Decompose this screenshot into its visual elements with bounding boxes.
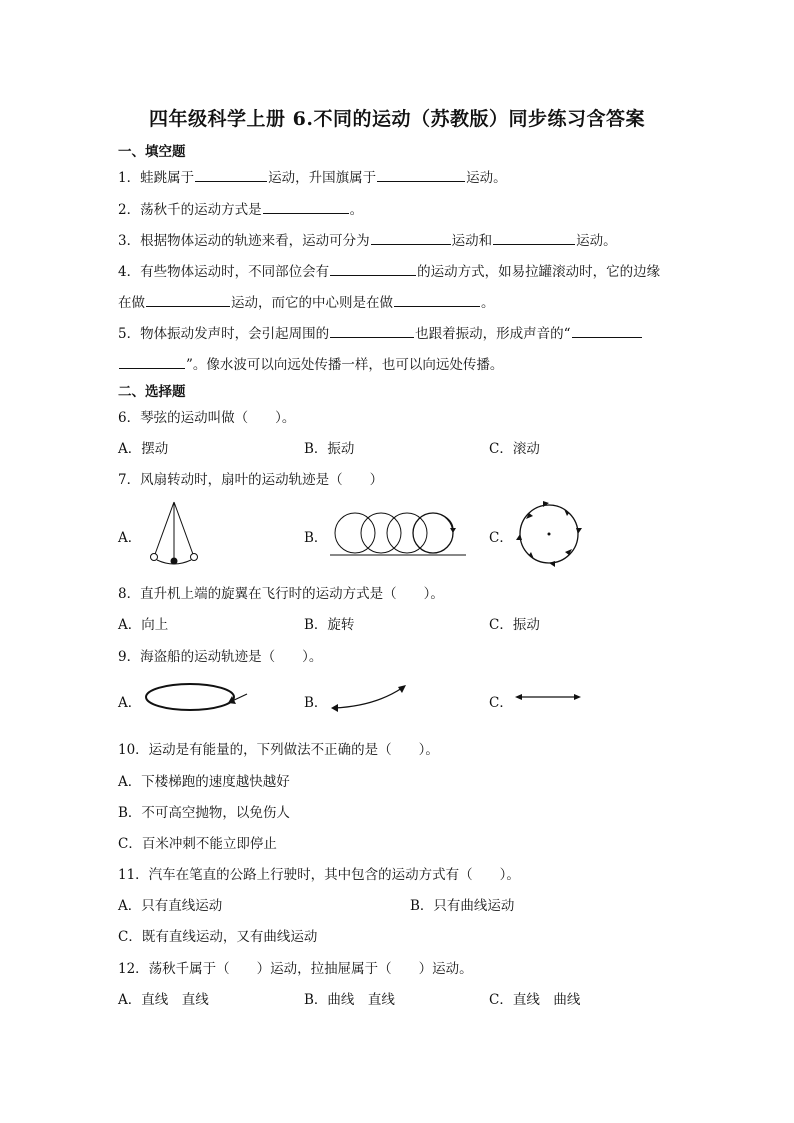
q10-option-c[interactable]: C．百米冲刺不能立即停止 xyxy=(118,836,277,852)
q12-option-a[interactable]: A．直线 直线 xyxy=(118,992,209,1008)
q6-option-a[interactable]: A．摆动 xyxy=(118,441,169,457)
pendulum-diagram xyxy=(145,500,205,570)
ellipse-trajectory-diagram xyxy=(144,680,250,716)
q5-text-c: ”。像水波可以向远处传播一样，也可以向远处传播。 xyxy=(186,357,504,373)
answer-blank[interactable] xyxy=(371,230,451,245)
q4-text-c: 在做 xyxy=(118,295,145,311)
q4-text-e: 。 xyxy=(481,295,495,311)
q1-text-a: 1．蛙跳属于 xyxy=(118,170,195,186)
q11-option-a[interactable]: A．只有直线运动 xyxy=(118,898,223,914)
q5-text-b: 也跟着振动，形成声音的“ xyxy=(415,326,571,342)
answer-blank[interactable] xyxy=(394,292,480,307)
question-4-line-2 xyxy=(118,291,495,311)
q12-option-c[interactable]: C．直线 曲线 xyxy=(489,992,581,1008)
q2-text-a: 2．荡秋千的运动方式是 xyxy=(118,202,262,218)
q3-text-b: 运动和 xyxy=(451,233,493,249)
q8-option-c[interactable]: C．振动 xyxy=(489,617,540,633)
q1-text-c: 运动。 xyxy=(466,170,507,186)
answer-blank[interactable] xyxy=(146,292,230,307)
question-4-line-1 xyxy=(118,260,660,280)
answer-blank[interactable] xyxy=(263,199,349,214)
arc-trajectory-diagram xyxy=(330,682,410,714)
q7-option-b[interactable]: B． xyxy=(304,530,328,546)
question-5-line-2 xyxy=(118,353,503,373)
question-5-line-1 xyxy=(118,322,643,342)
question-8-stem: 8．直升机上端的旋翼在飞行时的运动方式是（ ）。 xyxy=(118,586,444,602)
q9-option-b[interactable]: B． xyxy=(304,695,328,711)
q12-option-b[interactable]: B．曲线 直线 xyxy=(304,992,395,1008)
answer-blank[interactable] xyxy=(572,323,642,338)
q6-option-c[interactable]: C．滚动 xyxy=(489,441,540,457)
q4-text-a: 4．有些物体运动时，不同部位会有 xyxy=(118,264,330,280)
q3-text-a: 3．根据物体运动的轨迹来看，运动可分为 xyxy=(118,233,370,249)
question-2 xyxy=(118,198,363,218)
q8-option-b[interactable]: B．旋转 xyxy=(304,617,355,633)
q7-option-a[interactable]: A． xyxy=(118,530,142,546)
q4-text-d: 运动，而它的中心则是在做 xyxy=(231,295,393,311)
q10-option-a[interactable]: A．下楼梯跑的速度越快越好 xyxy=(118,774,290,790)
question-9-stem: 9．海盗船的运动轨迹是（ ）。 xyxy=(118,649,323,665)
q6-option-b[interactable]: B．振动 xyxy=(304,441,355,457)
question-3 xyxy=(118,229,617,249)
circular-track-diagram xyxy=(515,500,583,568)
section-heading-choice: 二、选择题 xyxy=(118,384,186,400)
answer-blank[interactable] xyxy=(119,354,185,369)
answer-blank[interactable] xyxy=(377,167,465,182)
q3-text-c: 运动。 xyxy=(576,233,617,249)
rolling-circles-diagram xyxy=(330,508,470,560)
q8-option-a[interactable]: A．向上 xyxy=(118,617,169,633)
q10-option-b[interactable]: B．不可高空抛物，以免伤人 xyxy=(118,805,290,821)
question-6-stem: 6．琴弦的运动叫做（ ）。 xyxy=(118,410,296,426)
q11-option-c[interactable]: C．既有直线运动，又有曲线运动 xyxy=(118,929,318,945)
q7-option-c[interactable]: C． xyxy=(489,530,513,546)
section-heading-fill: 一、填空题 xyxy=(118,144,186,160)
question-1 xyxy=(118,166,507,186)
q4-text-b: 的运动方式，如易拉罐滚动时，它的边缘 xyxy=(417,264,661,280)
page-title: 四年级科学上册 6.不同的运动（苏教版）同步练习含答案 xyxy=(149,108,645,130)
q11-option-b[interactable]: B．只有曲线运动 xyxy=(410,898,515,914)
q9-option-a[interactable]: A． xyxy=(118,695,142,711)
q2-text-b: 。 xyxy=(349,202,364,218)
q9-option-c[interactable]: C． xyxy=(489,695,513,711)
question-12-stem: 12．荡秋千属于（ ）运动，拉抽屉属于（ ）运动。 xyxy=(118,961,473,977)
q5-text-a: 5．物体振动发声时，会引起周围的 xyxy=(118,326,330,342)
answer-blank[interactable] xyxy=(493,230,575,245)
answer-blank[interactable] xyxy=(195,167,267,182)
question-10-stem: 10．运动是有能量的，下列做法不正确的是（ ）。 xyxy=(118,742,439,758)
answer-blank[interactable] xyxy=(330,323,414,338)
q1-text-b: 运动，升国旗属于 xyxy=(268,170,377,186)
straight-line-trajectory-diagram xyxy=(515,690,581,704)
question-11-stem: 11．汽车在笔直的公路上行驶时，其中包含的运动方式有（ ）。 xyxy=(118,867,520,883)
answer-blank[interactable] xyxy=(330,261,416,276)
question-7-stem: 7．风扇转动时，扇叶的运动轨迹是（ ） xyxy=(118,472,384,488)
